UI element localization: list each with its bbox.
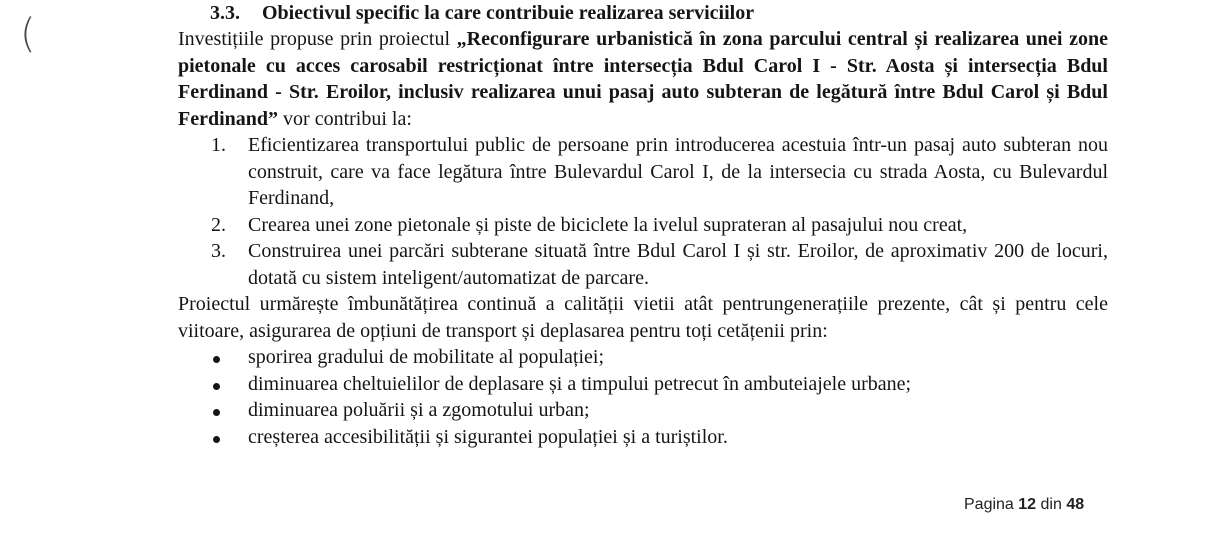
section-number: 3.3. <box>210 2 240 24</box>
page-separator: din <box>1040 496 1062 513</box>
item-text: Crearea unei zone pietonale și piste de biciclete la ivelul suprateran al pasajului nou creat, <box>248 213 968 236</box>
bullet-icon <box>213 383 220 390</box>
bullet-item <box>178 397 1108 424</box>
bullet-text: sporirea gradului de mobilitate al populației; <box>248 346 605 368</box>
numbered-list <box>178 132 1108 291</box>
bullet-icon <box>213 356 220 363</box>
list-item <box>178 132 1108 212</box>
total-pages: 48 <box>1066 496 1085 513</box>
section-heading <box>178 0 1108 26</box>
list-item <box>178 212 1108 239</box>
bullet-text: diminuarea cheltuielilor de deplasare și a timpului petrecut în ambuteiajele urbane; <box>248 372 912 395</box>
item-number: 3. <box>211 240 226 262</box>
document-body <box>178 0 1108 450</box>
item-number: 2. <box>211 213 226 236</box>
intro-lead: Investițiile propuse prin proiectul <box>178 28 457 50</box>
item-text: Construirea unei parcări subterane situată între Bdul Carol I și str. Eroilor, de aproximativ 200 de locuri, dotată cu sistem inteligent/automatizat de parcare. <box>248 240 1108 289</box>
page-label: Pagina <box>964 496 1014 513</box>
bullet-item <box>178 371 1108 398</box>
list-item <box>178 238 1108 291</box>
bullet-text: creșterea accesibilității și sigurantei populației și a turiștilor. <box>248 425 728 448</box>
margin-scan-mark: ( <box>20 11 36 57</box>
item-number: 1. <box>211 134 226 156</box>
objectives-paragraph: Proiectul urmărește îmbunătățirea continuă a calității vietii atât pentrungenerațiile prezente, cât și pentru cele viitoare, asigurarea de opțiuni de transport și deplasarea pentru toți cetățenii prin: <box>178 293 1108 342</box>
bullet-item <box>178 344 1108 371</box>
project-name: „Reconfigurare urbanistică în zona parcului central și realizarea unei zone pietonale cu acces carosabil restricționat între intersecția Bdul Carol I - Str. Aosta și intersecția Bdul Ferdinand - Str. Eroilor, inclusiv realizarea unui pasaj auto subteran de legătură între Bdul Carol și Bdul Ferdinand” <box>178 28 1108 130</box>
current-page: 12 <box>1018 496 1037 513</box>
bullet-icon <box>213 436 220 443</box>
intro-tail: vor contribui la: <box>278 107 412 130</box>
intro-paragraph <box>178 26 1108 132</box>
section-title: Obiectivul specific la care contribuie realizarea serviciilor <box>262 2 755 24</box>
page-footer <box>964 496 1084 514</box>
bullet-item <box>178 424 1108 451</box>
item-text: Eficientizarea transportului public de persoane prin introducerea acestuia într-un pasaj auto subteran nou construit, care va face legătura între Bulevardul Carol I, de la intersecia cu strada Aosta, cu Bulevardul Ferdinand, <box>248 134 1108 209</box>
bullet-list <box>178 344 1108 450</box>
bullet-text: diminuarea poluării și a zgomotului urban; <box>248 399 590 421</box>
bullet-icon <box>213 409 220 416</box>
